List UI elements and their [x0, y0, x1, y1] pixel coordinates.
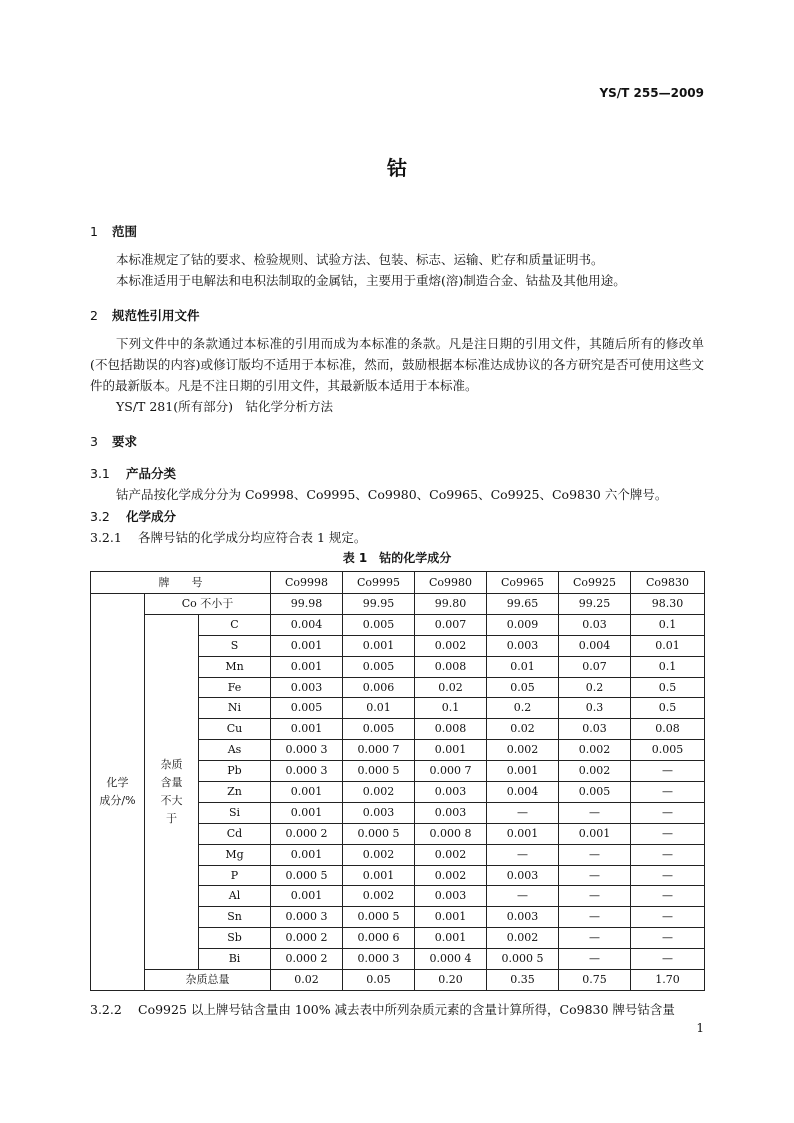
total-impurity-label: 杂质总量 [145, 970, 271, 991]
paragraph: 本标准规定了钴的要求、检验规则、试验方法、包装、标志、运输、贮存和质量证明书。 [116, 252, 604, 267]
subsection-3-1-body [90, 484, 704, 505]
value-cell: 0.001 [271, 719, 343, 740]
value-cell: 0.001 [271, 844, 343, 865]
value-cell: 0.02 [415, 677, 487, 698]
value-cell: — [559, 886, 631, 907]
value-cell: 0.003 [487, 907, 559, 928]
value-cell: 0.08 [631, 719, 705, 740]
value-cell: — [631, 823, 705, 844]
value-cell: 0.000 3 [271, 761, 343, 782]
value-cell: 0.003 [487, 635, 559, 656]
value-cell: 0.002 [559, 761, 631, 782]
value-cell: 0.1 [415, 698, 487, 719]
table-header-row [91, 572, 705, 594]
value-cell: 0.000 2 [271, 949, 343, 970]
element-label: Bi [199, 949, 271, 970]
section-title: 规范性引用文件 [112, 308, 200, 323]
element-label: Mn [199, 656, 271, 677]
value-cell: 0.000 2 [271, 823, 343, 844]
paragraph: 钴产品按化学成分分为 Co9998、Co9995、Co9980、Co9965、Co9925、Co9830 六个牌号。 [116, 487, 668, 502]
value-cell: 0.000 3 [343, 949, 415, 970]
value-cell: 0.000 3 [271, 907, 343, 928]
element-label: P [199, 865, 271, 886]
value-cell: 0.002 [343, 844, 415, 865]
value-cell: 0.002 [559, 740, 631, 761]
value-cell: — [631, 886, 705, 907]
value-cell: — [559, 802, 631, 823]
value-cell: 0.02 [271, 970, 343, 991]
value-cell: 0.000 3 [271, 740, 343, 761]
value-cell: 0.02 [487, 719, 559, 740]
composition-group-label: 化学 成分/% [91, 594, 145, 991]
value-cell: 99.98 [271, 594, 343, 615]
value-cell: 0.000 8 [415, 823, 487, 844]
element-label: Ni [199, 698, 271, 719]
value-cell: 0.005 [271, 698, 343, 719]
element-label: Sn [199, 907, 271, 928]
value-cell: 0.003 [343, 802, 415, 823]
value-cell: 0.001 [415, 740, 487, 761]
value-cell: 0.005 [631, 740, 705, 761]
value-cell: 0.002 [415, 865, 487, 886]
value-cell: — [559, 928, 631, 949]
element-label: Al [199, 886, 271, 907]
element-label: S [199, 635, 271, 656]
element-label: Zn [199, 782, 271, 803]
section-2-body [90, 333, 704, 417]
value-cell: 0.008 [415, 656, 487, 677]
grade-cell: Co9995 [343, 572, 415, 594]
element-label: Pb [199, 761, 271, 782]
value-cell: — [559, 949, 631, 970]
section-number: 1 [90, 224, 98, 239]
element-label: Cd [199, 823, 271, 844]
reference-item: YS/T 281(所有部分) 钴化学分析方法 [116, 399, 333, 414]
value-cell: 0.35 [487, 970, 559, 991]
value-cell: 0.001 [271, 886, 343, 907]
clause-number: 3.2.2 [90, 1002, 122, 1017]
document-title: 钴 [387, 156, 407, 180]
value-cell: — [631, 761, 705, 782]
value-cell: 0.005 [343, 614, 415, 635]
value-cell: 0.001 [559, 823, 631, 844]
paragraph: 本标准适用于电解法和电积法制取的金属钴，主要用于重熔(溶)制造合金、钴盐及其他用途。 [116, 273, 626, 288]
value-cell: 0.01 [487, 656, 559, 677]
value-cell: 0.001 [487, 761, 559, 782]
value-cell: 98.30 [631, 594, 705, 615]
value-cell: 0.5 [631, 698, 705, 719]
value-cell: 0.002 [343, 886, 415, 907]
value-cell: 0.2 [487, 698, 559, 719]
value-cell: 0.01 [343, 698, 415, 719]
value-cell: 0.002 [415, 844, 487, 865]
grade-header: 牌 号 [91, 572, 271, 594]
value-cell: 0.001 [271, 635, 343, 656]
impurity-group-label: 杂质 含量 不大 于 [145, 614, 199, 969]
value-cell: 0.002 [487, 740, 559, 761]
table-row [91, 594, 705, 615]
value-cell: 0.2 [559, 677, 631, 698]
co-min-label: Co 不小于 [145, 594, 271, 615]
value-cell: 0.003 [271, 677, 343, 698]
section-number: 3 [90, 434, 98, 449]
value-cell: 99.65 [487, 594, 559, 615]
value-cell: — [631, 928, 705, 949]
value-cell: — [631, 782, 705, 803]
value-cell: 0.002 [415, 635, 487, 656]
value-cell: 0.006 [343, 677, 415, 698]
value-cell: — [487, 802, 559, 823]
value-cell: 99.25 [559, 594, 631, 615]
paragraph: 下列文件中的条款通过本标准的引用而成为本标准的条款。凡是注日期的引用文件，其随后所有的修改单(不包括勘误的内容)或修订版均不适用于本标准，然而，鼓励根据本标准达成协议的各方研究是否可使用这些文件的最新版本。凡是不注日期的引用文件，其最新版本适用于本标准。 [90, 336, 704, 393]
value-cell: 99.80 [415, 594, 487, 615]
section-3-heading [90, 432, 137, 450]
clause-number: 3.2.1 [90, 530, 122, 545]
value-cell: 0.000 4 [415, 949, 487, 970]
value-cell: 0.05 [487, 677, 559, 698]
element-label: Si [199, 802, 271, 823]
value-cell: 0.1 [631, 614, 705, 635]
value-cell: 0.001 [271, 782, 343, 803]
value-cell: 0.008 [415, 719, 487, 740]
grade-cell: Co9925 [559, 572, 631, 594]
value-cell: — [631, 844, 705, 865]
value-cell: — [631, 907, 705, 928]
value-cell: 0.03 [559, 719, 631, 740]
element-label: Cu [199, 719, 271, 740]
subsection-3-2-heading [90, 507, 176, 525]
value-cell: 0.1 [631, 656, 705, 677]
subsection-title: 产品分类 [126, 466, 177, 481]
section-title: 要求 [112, 434, 138, 449]
value-cell: 0.004 [271, 614, 343, 635]
value-cell: 0.05 [343, 970, 415, 991]
standard-number: YS/T 255—2009 [599, 86, 704, 100]
value-cell: 0.009 [487, 614, 559, 635]
value-cell: 0.007 [415, 614, 487, 635]
value-cell: 0.005 [559, 782, 631, 803]
subsection-number: 3.1 [90, 466, 110, 481]
element-label: As [199, 740, 271, 761]
value-cell: 0.000 5 [487, 949, 559, 970]
value-cell: 0.001 [271, 802, 343, 823]
value-cell: 0.001 [343, 635, 415, 656]
value-cell: — [559, 907, 631, 928]
section-number: 2 [90, 308, 98, 323]
subsection-title: 化学成分 [126, 509, 177, 524]
value-cell: — [487, 886, 559, 907]
table-row [91, 970, 705, 991]
value-cell: 0.003 [415, 802, 487, 823]
section-1-heading [90, 222, 137, 240]
value-cell: — [559, 865, 631, 886]
clause-text: Co9925 以上牌号钴含量由 100% 减去表中所列杂质元素的含量计算所得，Co9830 牌号钴含量 [138, 1002, 675, 1017]
value-cell: 0.003 [415, 886, 487, 907]
section-2-heading [90, 306, 200, 324]
value-cell: 0.000 2 [271, 928, 343, 949]
clause-3-2-1 [90, 528, 366, 546]
value-cell: 0.001 [343, 865, 415, 886]
value-cell: 0.000 7 [415, 761, 487, 782]
section-1-body [90, 249, 704, 291]
value-cell: 0.004 [487, 782, 559, 803]
value-cell: 0.000 6 [343, 928, 415, 949]
value-cell: 0.005 [343, 719, 415, 740]
table-caption: 表 1 钴的化学成分 [342, 551, 452, 565]
clause-text: 各牌号钴的化学成分均应符合表 1 规定。 [138, 530, 367, 545]
grade-cell: Co9998 [271, 572, 343, 594]
value-cell: 0.003 [487, 865, 559, 886]
element-label: C [199, 614, 271, 635]
element-label: Mg [199, 844, 271, 865]
value-cell: 0.001 [487, 823, 559, 844]
value-cell: 0.07 [559, 656, 631, 677]
table-row [91, 614, 705, 635]
value-cell: 1.70 [631, 970, 705, 991]
value-cell: 0.5 [631, 677, 705, 698]
value-cell: 0.001 [415, 928, 487, 949]
value-cell: 0.001 [415, 907, 487, 928]
grade-cell: Co9980 [415, 572, 487, 594]
value-cell: 0.000 7 [343, 740, 415, 761]
value-cell: 0.005 [343, 656, 415, 677]
subsection-number: 3.2 [90, 509, 110, 524]
section-title: 范围 [112, 224, 138, 239]
value-cell: 0.75 [559, 970, 631, 991]
value-cell: 0.20 [415, 970, 487, 991]
grade-cell: Co9830 [631, 572, 705, 594]
value-cell: 0.01 [631, 635, 705, 656]
value-cell: 0.004 [559, 635, 631, 656]
subsection-3-1-heading [90, 464, 176, 482]
value-cell: 99.95 [343, 594, 415, 615]
element-label: Sb [199, 928, 271, 949]
element-label: Fe [199, 677, 271, 698]
value-cell: — [631, 865, 705, 886]
value-cell: 0.3 [559, 698, 631, 719]
value-cell: 0.000 5 [343, 761, 415, 782]
value-cell: 0.003 [415, 782, 487, 803]
value-cell: — [559, 844, 631, 865]
value-cell: 0.002 [343, 782, 415, 803]
grade-cell: Co9965 [487, 572, 559, 594]
value-cell: 0.000 5 [343, 823, 415, 844]
value-cell: 0.002 [487, 928, 559, 949]
clause-3-2-2 [90, 1000, 675, 1018]
page-number: 1 [696, 1021, 704, 1035]
value-cell: 0.03 [559, 614, 631, 635]
value-cell: — [631, 802, 705, 823]
chemical-composition-table [90, 571, 705, 991]
value-cell: 0.000 5 [271, 865, 343, 886]
value-cell: 0.001 [271, 656, 343, 677]
value-cell: 0.000 5 [343, 907, 415, 928]
value-cell: — [487, 844, 559, 865]
value-cell: — [631, 949, 705, 970]
